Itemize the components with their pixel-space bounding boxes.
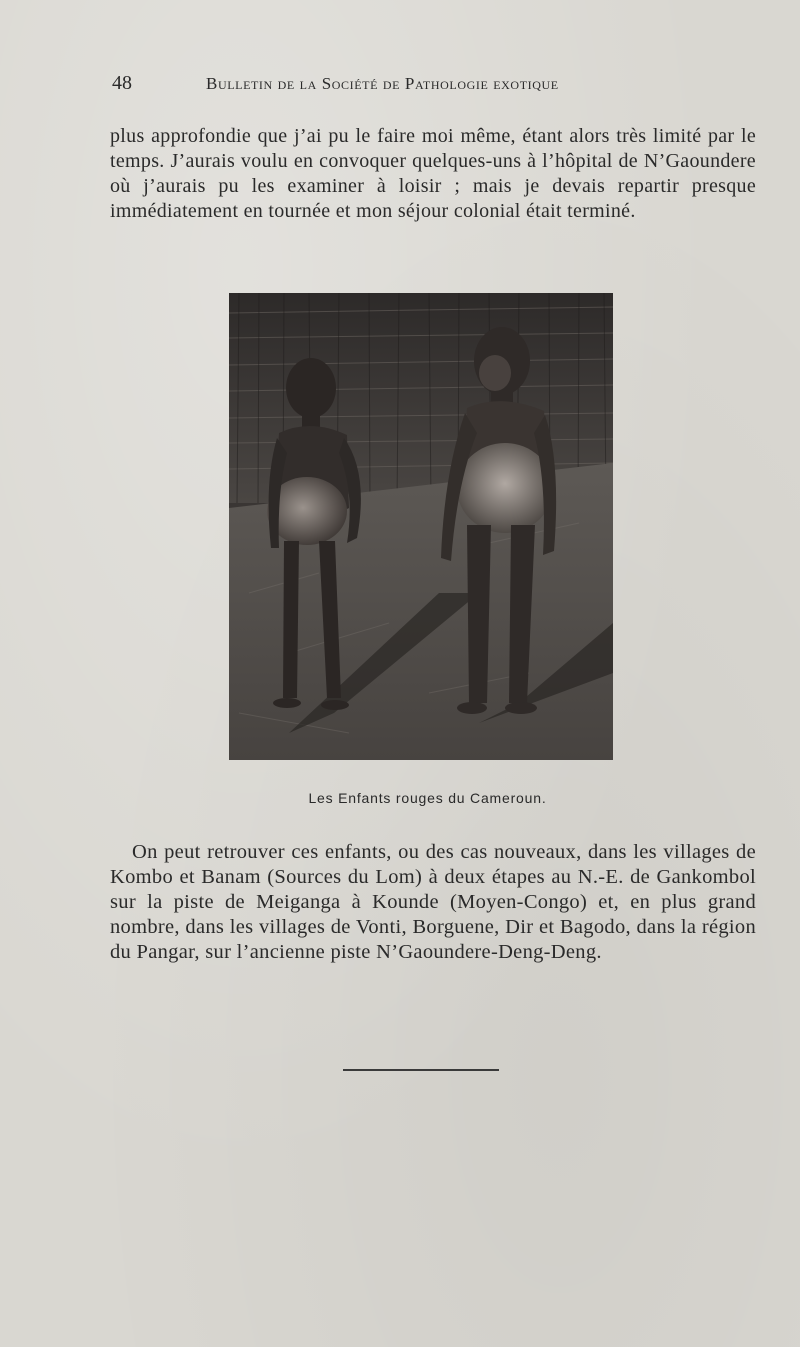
section-end-rule (343, 1069, 499, 1071)
page-header (112, 72, 757, 98)
running-title: Bulletin de la Société de Pathologie exotique (206, 74, 559, 93)
figure-caption: Les Enfants rouges du Cameroun. (308, 790, 547, 806)
paragraph-intro: plus approfondie que j’ai pu le faire moi même, étant alors très limité par le temps. J’aurais voulu en convoquer quelques-uns à l’hôpital de N’Gaoundere où j’aurais pu les examiner à loisir ; mais je devais repartir presque immédiatement en tournée et mon séjour colonial était terminé. (110, 125, 756, 222)
page-number: 48 (112, 72, 132, 94)
paragraph-locations: On peut retrouver ces enfants, ou des cas nouveaux, dans les villages de Kombo et Banam (Sources du Lom) à deux étapes au N.-E. de Gankombol sur la piste de Meiganga à Kounde (Moyen-Congo) et, en plus grand nombre, dans les villages de Vonti, Borguene, Dir et Bagodo, dans la région du Pangar, sur l’ancienne piste N’Gaoundere-Deng-Deng. (110, 841, 756, 963)
photograph-children (229, 293, 613, 760)
